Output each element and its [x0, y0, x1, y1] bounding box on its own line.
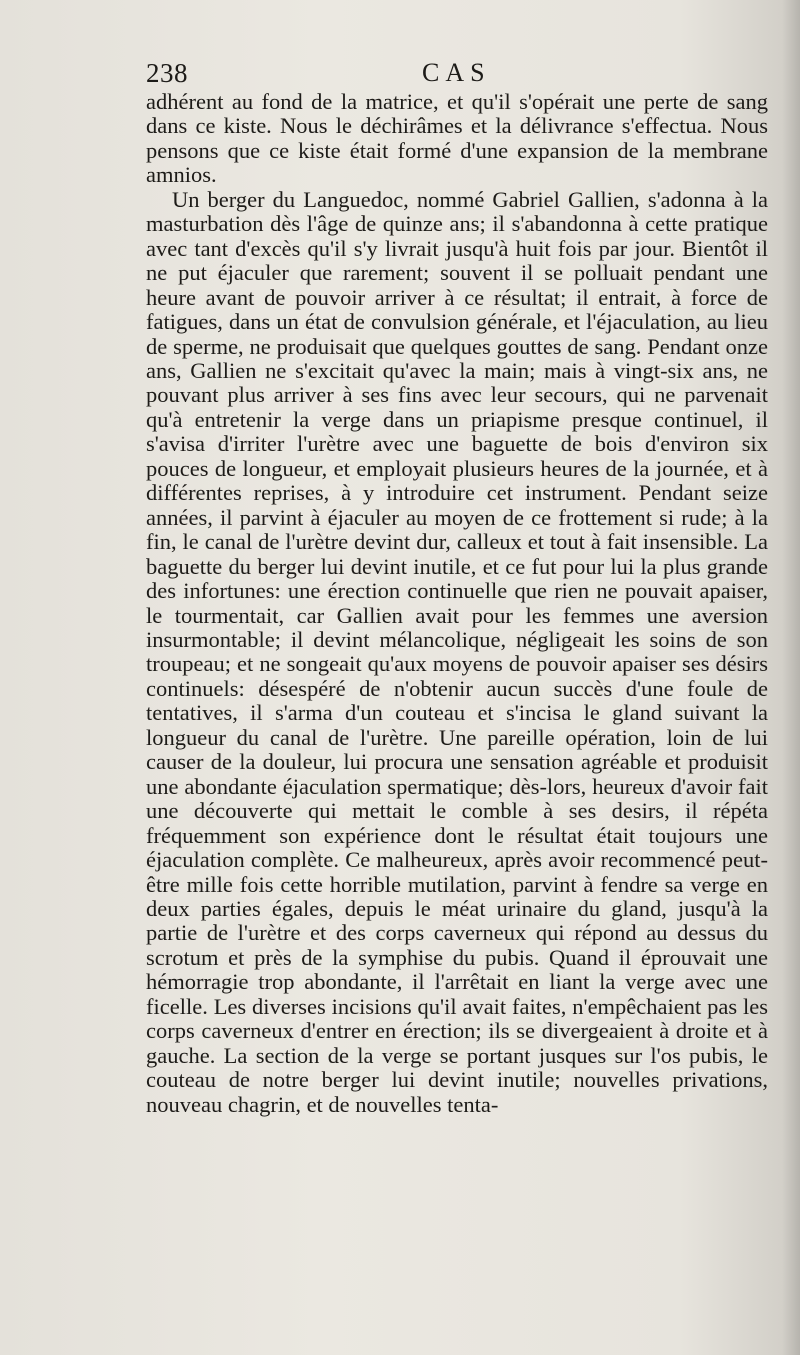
page-number: 238	[146, 58, 188, 88]
page-header	[146, 58, 766, 92]
paragraph-continuation: adhérent au fond de la matrice, et qu'il s'opérait une perte de sang dans ce kiste. Nous le déchirâmes et la délivrance s'effectua. Nous pensons que ce kiste était formé d'une expansion de la membrane amnios.	[146, 89, 768, 188]
body-text	[146, 90, 768, 1117]
paragraph-gallien-case: Un berger du Languedoc, nommé Gabriel Gallien, s'adonna à la masturbation dès l'âge de quinze ans; il s'abandonna à cette pratique avec tant d'excès qu'il s'y livrait jusqu'à huit fois par jour. Bientôt il ne put éjaculer que rarement; souvent il se polluait pendant une heure avant de pouvoir arriver à ce résultat; il entrait, à force de fatigues, dans un état de convulsion générale, et l'éjaculation, au lieu de sperme, ne produisait que quelques gouttes de sang. Pendant onze ans, Gallien ne s'excitait qu'avec la main; mais à vingt-six ans, ne pouvant plus arriver à ses fins avec leur secours, qui ne parvenait qu'à entretenir la verge dans un priapisme presque continuel, il s'avisa d'irriter l'urètre avec une baguette de bois d'environ six pouces de longueur, et employait plusieurs heures de la journée, et à différentes reprises, à y introduire cet instrument. Pendant seize années, il parvint à éjaculer au moyen de ce frottement si rude; à la fin, le canal de l'urètre devint dur, calleux et tout à fait insensible. La baguette du berger lui devint inutile, et ce fut pour lui la plus grande des infortunes: une érection continuelle que rien ne pouvait apaiser, le tourmentait, car Gallien avait pour les femmes une aversion insurmontable; il devint mélancolique, négligeait les soins de son troupeau; et ne songeait qu'aux moyens de pouvoir apaiser ses désirs continuels: désespéré de n'obtenir aucun succès d'une foule de tentatives, il s'arma d'un couteau et s'incisa le gland suivant la longueur du canal de l'urètre. Une pareille opération, loin de lui causer de la douleur, lui procura une sensation agréable et produisit une abondante éjaculation spermatique; dès-lors, heureux d'avoir fait une découverte qui mettait le comble à ses desirs, il répéta fréquemment son expérience dont le résultat était toujours une éjaculation complète. Ce malheureux, après avoir recommencé peut-être mille fois cette horrible mutilation, parvint à fendre sa verge en deux parties égales, depuis le méat urinaire du gland, jusqu'à la partie de l'urètre et des corps caverneux qui répond au dessus du scrotum et près de la symphise du pubis. Quand il éprouvait une hémorragie trop abondante, il l'arrêtait en liant la verge avec une ficelle. Les diverses incisions qu'il avait faites, n'empêchaient pas les corps caverneux d'entrer en érection; ils se divergeaient à droite et à gauche. La section de la verge se portant jusques sur l'os pubis, le couteau de notre berger lui devint inutile; nouvelles privations, nouveau chagrin, et de nouvelles tenta-	[146, 186, 768, 1117]
page-edge-shadow	[782, 0, 800, 1355]
running-head: CAS	[422, 58, 491, 87]
